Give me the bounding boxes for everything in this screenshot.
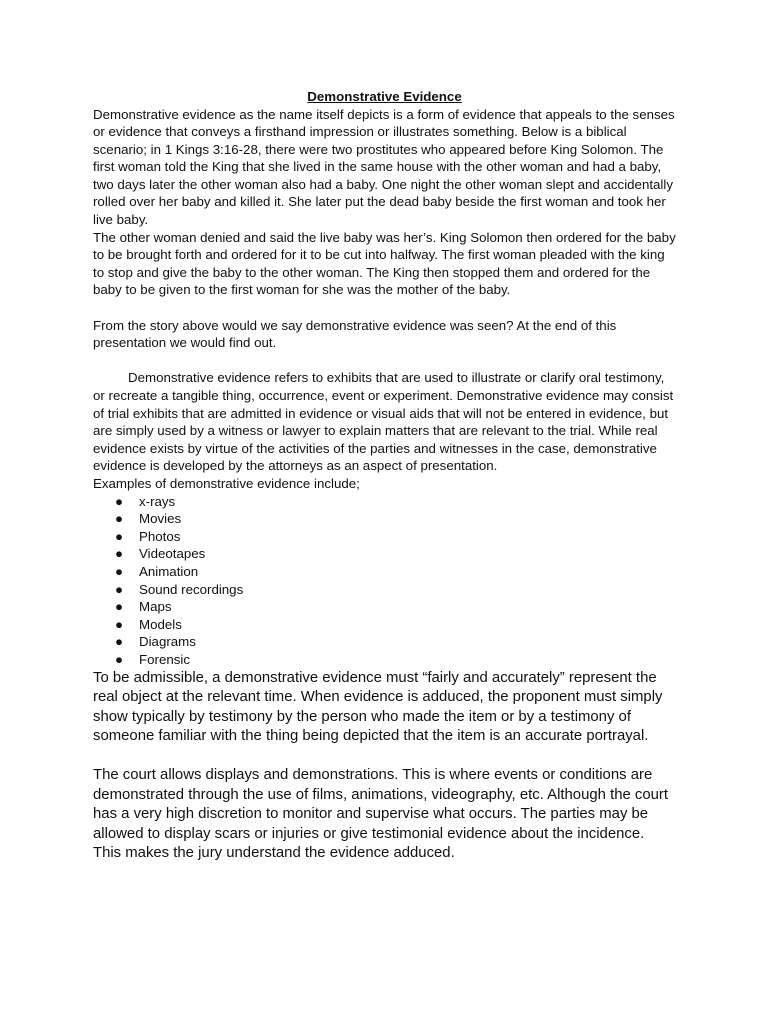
example-label: Photos	[139, 528, 181, 544]
bullet-icon: ●	[115, 546, 124, 562]
example-item	[115, 651, 676, 669]
example-item	[115, 616, 676, 634]
example-label: Movies	[139, 511, 182, 527]
bullet-icon: ●	[115, 581, 124, 597]
example-label: Videotapes	[139, 546, 206, 562]
example-label: Sound recordings	[139, 581, 244, 597]
example-label: Models	[139, 616, 182, 632]
bullet-icon: ●	[115, 634, 124, 650]
document-title: Demonstrative Evidence	[307, 89, 462, 104]
bullet-icon: ●	[115, 563, 124, 579]
paragraph-intro: Demonstrative evidence as the name itself depicts is a form of evidence that appeals to the senses or evidence that conveys a firsthand impression or illustrates something. Below is a biblical scenario; in 1 Kings 3:16-28, there were two prostitutes who appeared before King Solomon. The first woman told the King that she lived in the same house with the other woman and had a baby, two days later the other woman also had a baby. One night the other woman slept and accidentally rolled over her baby and killed it. She later put the dead baby beside the first woman and took her live baby.	[93, 106, 675, 228]
bullet-icon: ●	[115, 493, 124, 509]
example-item	[115, 598, 676, 616]
bullet-icon: ●	[115, 616, 124, 632]
example-item	[115, 563, 676, 581]
example-label: Diagrams	[139, 634, 196, 650]
bullet-icon: ●	[115, 651, 124, 667]
examples-list	[93, 493, 676, 669]
example-item	[115, 510, 676, 528]
example-item	[115, 633, 676, 651]
paragraph-admissibility: To be admissible, a demonstrative evidence must “fairly and accurately” represent the real object at the relevant time. When evidence is adduced, the proponent must simply show typically by testimony by the person who made the item or by a testimony of someone familiar with the thing being depicted that the item is an accurate portrayal.	[93, 669, 663, 744]
example-label: Forensic	[139, 651, 190, 667]
examples-intro: Examples of demonstrative evidence include;	[93, 475, 360, 491]
body-section-small	[93, 106, 676, 493]
paragraph-question: From the story above would we say demonstrative evidence was seen? At the end of this presentation we would find out.	[93, 317, 617, 351]
bullet-icon: ●	[115, 511, 124, 527]
example-label: Maps	[139, 599, 172, 615]
body-section-large	[93, 669, 676, 864]
bullet-icon: ●	[115, 599, 124, 615]
bullet-icon: ●	[115, 528, 124, 544]
paragraph-story: The other woman denied and said the live baby was her’s. King Solomon then ordered for the baby to be brought forth and ordered for it to be cut into halfway. The first woman pleaded with the king to stop and give the baby to the other woman. The King then stopped them and ordered for the baby to be given to the first woman for she was the mother of the baby.	[93, 229, 676, 298]
example-label: Animation	[139, 563, 199, 579]
example-item	[115, 528, 676, 546]
example-item	[115, 545, 676, 563]
paragraph-definition: Demonstrative evidence refers to exhibits that are used to illustrate or clarify oral testimony, or recreate a tangible thing, occurrence, event or experiment. Demonstrative evidence may consist of trial exhibits that are admitted in evidence or visual aids that will not be entered in evidence, but are simply used by a witness or lawyer to explain matters that are relevant to the trial. While real evidence exists by virtue of the activities of the parties and witnesses in the case, demonstrative evidence is developed by the attorneys as an aspect of presentation.	[93, 370, 674, 474]
example-item	[115, 581, 676, 599]
paragraph-court-displays: The court allows displays and demonstrations. This is where events or conditions are demonstrated through the use of films, animations, videography, etc. Although the court has a very high discretion to monitor and supervise what occurs. The parties may be allowed to display scars or injuries or give testimonial evidence about the incidence. This makes the jury understand the evidence adduced.	[93, 767, 669, 861]
example-item	[115, 493, 676, 511]
example-label: x-rays	[139, 493, 176, 509]
